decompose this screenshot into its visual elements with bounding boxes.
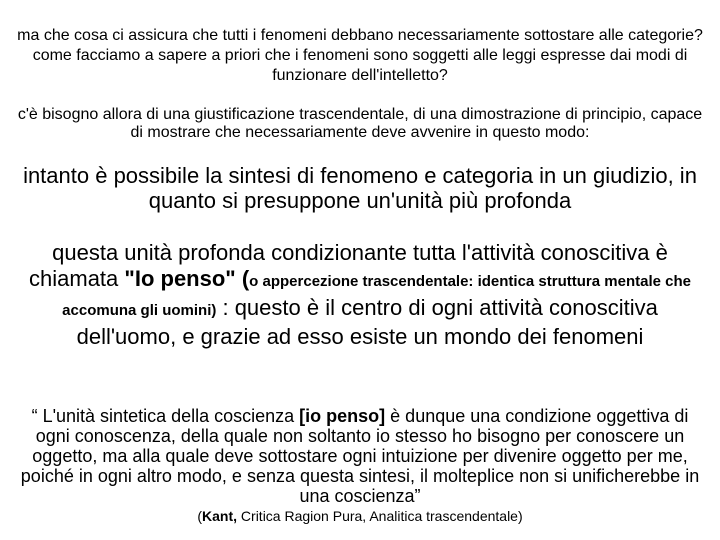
quote-intro: “ L'unità sintetica della coscienza	[31, 406, 300, 426]
io-penso-note: o appercezione trascendentale: identica struttura mentale che accomuna gli uomini)	[62, 273, 691, 319]
citation-source: Critica Ragion Pura, Analitica trascendentale)	[237, 508, 523, 524]
citation	[14, 508, 706, 525]
paragraph-justification: c'è bisogno allora di una giustificazione trascendentale, di una dimostrazione di principio, capace di mostrare che necessariamente deve avvenire in questo modo:	[17, 106, 703, 141]
io-penso-intro: questa unità profonda condizionante tutta l'attività conoscitiva è chiamata	[29, 240, 668, 291]
citation-open: (	[197, 508, 203, 524]
io-penso-conclusion: : questo è il centro di ogni attività conoscitiva dell'uomo, e grazie ad esso esiste un mondo dei fenomeni	[76, 295, 658, 349]
paragraph-question: ma che cosa ci assicura che tutti i fenomeni debbano necessariamente sottostare alle categorie? come facciamo a sapere a priori che i fenomeni sono soggetti alle leggi espresse dai modi di funzionare dell'intelletto?	[17, 27, 703, 84]
paragraph-io-penso	[14, 240, 706, 350]
paragraph-synthesis: intanto è possibile la sintesi di fenomeno e categoria in un giudizio, in quanto si presuppone un'unità più profonda	[23, 163, 697, 213]
io-penso-paren: (	[235, 266, 250, 291]
paragraph-quote	[14, 406, 706, 506]
quote-bracket: [io penso]	[299, 406, 386, 426]
quote-body: è dunque una condizione oggettiva di ogni conoscenza, della quale non soltanto io stesso ho bisogno per conoscere un oggetto, ma alla quale deve sottostare ogni intuizione per divenire oggetto per me, poiché in ogni altro modo, e senza questa sintesi, il molteplice non si unificherebbe in una coscienza”	[20, 406, 700, 506]
io-penso-term: "Io penso"	[124, 266, 236, 291]
citation-author: Kant,	[202, 508, 238, 524]
